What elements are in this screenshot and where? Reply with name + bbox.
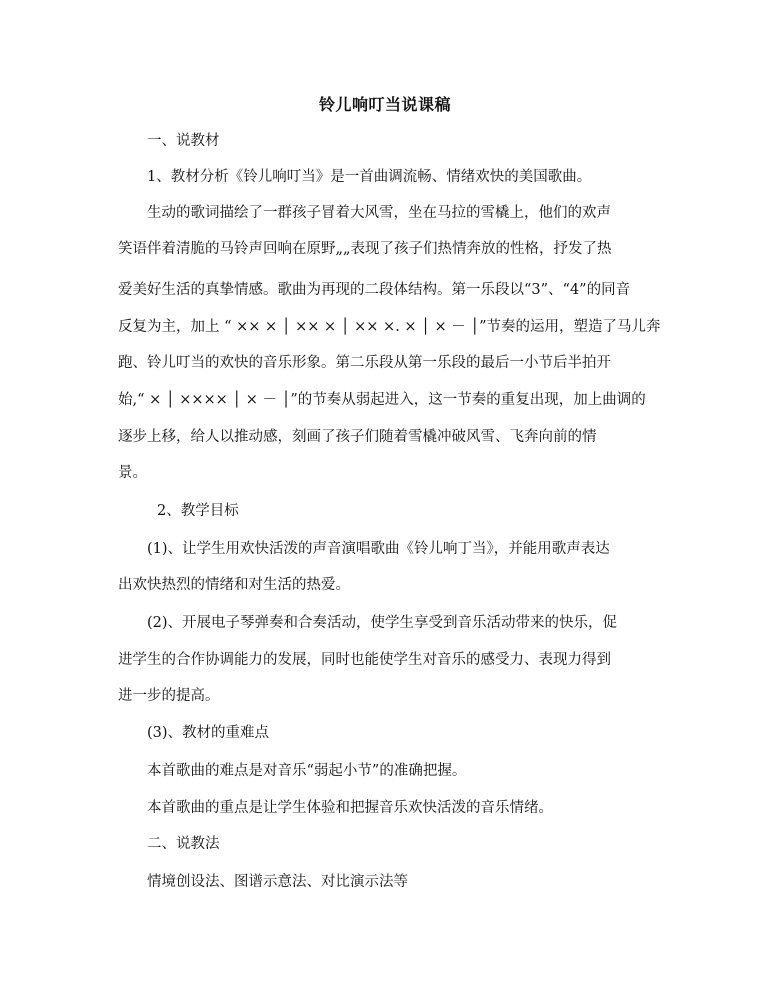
section-heading-2: 2、教学目标 [157, 503, 239, 519]
paragraph-line: 进学生的合作协调能力的发展，同时也能使学生对音乐的感受力、表现力得到 [118, 652, 611, 668]
document-title: 铃儿响叮当说课稿 [318, 95, 451, 114]
paragraph-line: 跑、铃儿叮当的欢快的音乐形象。第二乐段从第一乐段的最后一小节后半拍开 [118, 355, 611, 371]
paragraph-line: 本首歌曲的难点是对音乐“弱起小节”的准确把握。 [147, 763, 467, 779]
paragraph-line: 1、教材分析《铃儿响叮当》是一首曲调流畅、情绪欢快的美国歌曲。 [147, 169, 592, 185]
paragraph-line: (1)、让学生用欢快活泼的声音演唱歌曲《铃儿响丁当》，并能用歌声表达 [147, 541, 610, 557]
paragraph-line: 爱美好生活的真挚情感。歌曲为再现的二段体结构。第一乐段以“3”、“4”的同音 [118, 282, 631, 298]
paragraph-line: 本首歌曲的重点是让学生体验和把握音乐欢快活泼的音乐情绪。 [147, 800, 553, 816]
paragraph-line: (3)、教材的重难点 [147, 725, 270, 741]
paragraph-line: 情境创设法、图谱示意法、对比演示法等 [147, 874, 408, 890]
section-heading-3: 二、说教法 [147, 836, 220, 852]
paragraph-line: 反复为主，加上 “ ×× × │ ×× × │ ×× ×. × │ × － │”节奏的运用，塑造了马儿奔 [118, 319, 661, 335]
paragraph-line: 逐步上移，给人以推动感，刻画了孩子们随着雪橇冲破风雪、飞奔向前的情 [118, 429, 597, 445]
paragraph-line: 笑语伴着清脆的马铃声回响在原野„„表现了孩子们热情奔放的性格，抒发了热 [118, 241, 612, 257]
paragraph-line: (2)、开展电子琴弹奏和合奏活动，使学生享受到音乐活动带来的快乐，促 [147, 615, 618, 631]
section-heading-1: 一、说教材 [147, 133, 220, 149]
paragraph-line: 始,“ × │ ×××× │ × － │”的节奏从弱起进入，这一节奏的重复出现，加上曲调的 [118, 392, 646, 408]
paragraph-line: 进一步的提高。 [118, 688, 220, 704]
paragraph-line: 出欢快热烈的情绪和对生活的热爱。 [118, 577, 350, 593]
paragraph-line: 景。 [118, 465, 147, 481]
paragraph-line: 生动的歌词描绘了一群孩子冒着大风雪，坐在马拉的雪橇上，他们的欢声 [147, 205, 611, 221]
